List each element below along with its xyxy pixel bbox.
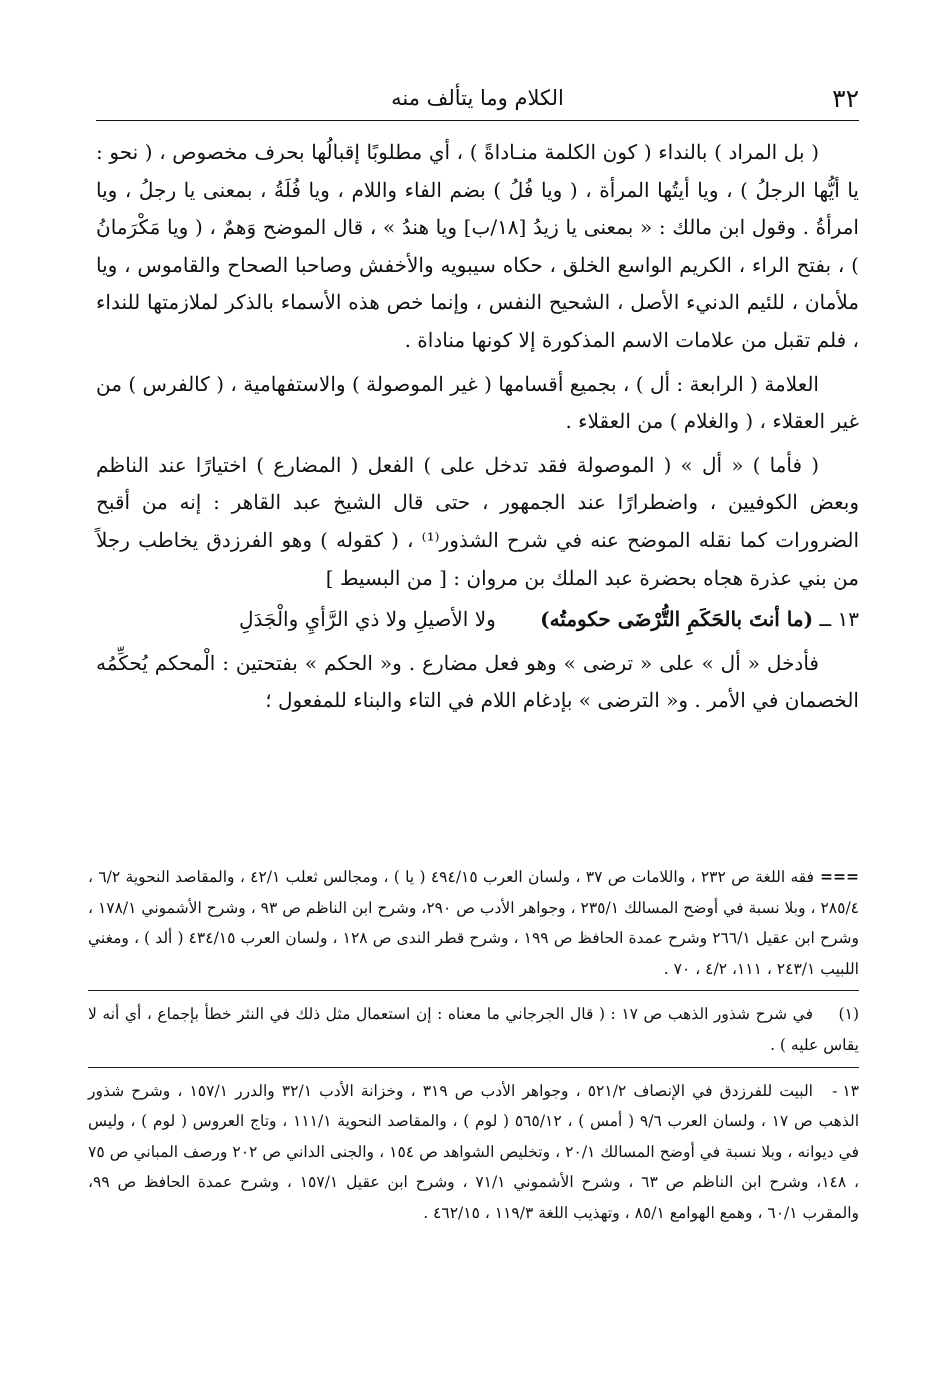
paragraph-al-sign: العلامة ( الرابعة : أل ) ، بجميع أقسامها ( غير الموصولة ) والاستفهامية ، ( كالفرس ) من غير العقلاء ، ( والغلام ) من العقلاء . [96, 371, 859, 434]
footnote-13 [88, 1076, 859, 1229]
paragraph-verse-commentary: فأدخل « أل » على « ترضى » وهو فعل مضارع . و« الحكم » بفتحتين : الْمحكم يُحكِّمُه الخصمان في الأمر . و« الترضى » بإدغام اللام في التاء والبناء للمفعول ؛ [96, 650, 859, 713]
footnote-1-number: (١) [838, 1005, 859, 1024]
paragraph-vocative-sign: ( بل المراد ) بالنداء ( كون الكلمة منـاداةً ) ، أي مطلوبًا إقبالُها بحرف مخصوص ، ( نحو : يا أيُّها الرجلُ ) ، ويا أيتُها المرأة ، ( ويا فُلُ ) بضم الفاء واللام ، ويا فُلَةُ ، بمعنى يا رجلُ ، ويا امرأةُ . وقول ابن مالك : « بمعنى يا زيدُ [١٨/ب] ويا هندُ » ، قال الموضح وَهمٌ ، ( ويا مَكْرَمانُ ) ، بفتح الراء ، الكريم الواسع الخلق ، حكاه سيبويه والأخفش وصاحبا الصحاح والقاموس ، ويا ملأمان ، للئيم الدنيء الأصل ، الشحيح النفس ، وإنما خص هذه الأسماء بالذكر لملازمتها للنداء ، فلم تقبل من علامات الاسم المذكورة إلا كونها مناداة . [96, 140, 859, 352]
footnote-1 [88, 999, 859, 1060]
footnote-1-text: في شرح شذور الذهب ص ١٧ : ( قال الجرجاني ما معناه : إن استعمال مثل ذلك في النثر خطأ بإجماع ، أي أنه لا يقاس عليه ) . [88, 1005, 859, 1054]
running-title: الكلام وما يتألف منه [391, 86, 564, 110]
footnote-divider [88, 1067, 859, 1068]
footnote-continuation-text: فقه اللغة ص ٢٣٢ ، واللامات ص ٣٧ ، ولسان العرب ٤٩٤/١٥ ( يا ) ، ومجالس ثعلب ٤٢/١ ، والمقاصد النحوية ٦/٢ ، ٢٨٥/٤ ، وبلا نسبة في أوضح المسالك ٢٣٥/١ ، وجواهر الأدب ص ٢٩٠، وشرح ابن الناظم ص ٩٣ ، وشرح الأشموني ١٧٨/١ ، وشرح ابن عقيل ٢٦٦/١ وشرح عمدة الحافظ ص ١٩٩ ، وشرح قطر الندى ص ١٢٨ ، ولسان العرب ٤٣٤/١٥ ( ألد ) ، ومغني اللبيب ٢٤٣/١ ، ١١١، ٤/٢ ، ٧٠ . [88, 868, 860, 978]
footnote-separator: === [820, 867, 859, 886]
main-text [96, 134, 859, 720]
footnote-13-text: البيت للفرزدق في الإنصاف ٥٢١/٢ ، وجواهر الأدب ص ٣١٩ ، وخزانة الأدب ٣٢/١ والدرر ١٥٧/١ ، وشرح شذور الذهب ص ١٧ ، ولسان العرب ٩/٦ ( أمس ) ، ٥٦٥/١٢ ( لوم ) ، والمقاصد النحوية ١١١/١ ، وتاج العروس ( لوم ) ، وليس في ديوانه ، وبلا نسبة في أوضح المسالك ٢٠/١ ، وتخليص الشواهد ص ١٥٤ ، والجنى الداني ص ٢٠٢ ورصف المباني ص ٧٥ ، ١٤٨، وشرح ابن الناظم ص ٦٣ ، وشرح الأشموني ٧١/١ ، وشرح ابن عقيل ١٥٧/١ ، وشرح عمدة الحافظ ص ٩٩، والمقرب ٦٠/١ ، وهمع الهوامع ٨٥/١ ، وتهذيب اللغة ١١٩/٣ ، ٤٦٢/١٥ . [88, 1081, 860, 1222]
footnote-continuation [88, 862, 859, 984]
footnotes [88, 862, 859, 1229]
verse-second-hemistich: ولا الأصيلِ ولا ذي الرَّأيِ والْجَدَلِ [239, 607, 496, 632]
verse-first-hemistich: (ما أنتَ بالحَكَمِ التُّرْضَى حكومتُه) [540, 607, 814, 632]
verse-number: ١٣ ــ [819, 607, 859, 632]
footnote-divider [88, 990, 859, 991]
paragraph-relative-al: ( فأما ) « أل » ( الموصولة فقد تدخل على ) الفعل ( المضارع ) اختيارًا عند الناظم وبعض الكوفيين ، واضطرارًا عند الجمهور ، حتى قال الشيخ عبد القاهر : إنه من أقبح الضرورات كما نقله الموضح عنه في شرح الشذور⁽¹⁾ ، ( كقوله ) وهو الفرزدق يخاطب رجلاً من بني عذرة هجاه بحضرة عبد الملك بن مروان : [ من البسيط ] [96, 452, 860, 590]
page-number: ٣٢ [832, 84, 859, 113]
poetry-verse [96, 601, 859, 639]
page-header [96, 80, 859, 121]
footnote-13-number: ١٣ - [832, 1081, 859, 1100]
